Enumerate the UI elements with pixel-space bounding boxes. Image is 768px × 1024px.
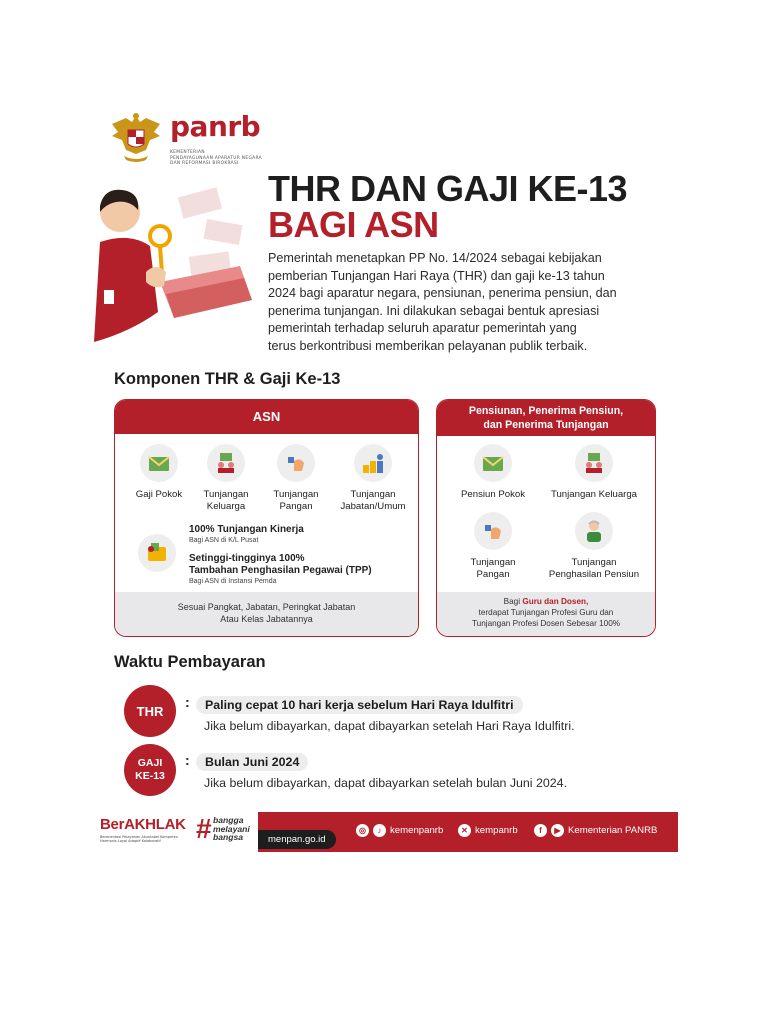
thr-colon: :	[185, 694, 190, 710]
thr-badge: THR	[124, 685, 176, 737]
asn-kinerja-icon-wrap	[137, 534, 177, 579]
intro-paragraph: Pemerintah menetapkan PP No. 14/2024 sebagai kebijakan pemberian Tunjangan Hari Raya (THR) dan gaji ke-13 tahun 2024 bagi aparatur negara, pensiunan, penerima pensiun, dan penerima tunjangan. Ini dilakukan sebagai bentuk apresiasi pemerintah terhadap seluruh aparatur pemerintah yang terus berkontribusi memberikan pelayanan publik terbaik.	[268, 251, 617, 353]
gaji13-note: Jika belum dibayarkan, dapat dibayarkan setelah bulan Juni 2024.	[204, 776, 568, 790]
hand-food-icon	[284, 451, 308, 475]
asn-item-gaji-pokok: Gaji Pokok	[129, 444, 189, 501]
pensiun-card	[436, 399, 656, 637]
components-heading: Komponen THR & Gaji Ke-13	[114, 370, 341, 388]
youtube-icon: ▶	[551, 824, 564, 837]
hand-food-icon	[481, 519, 505, 543]
ministry-name: KEMENTERIAN PENDAYAGUNAAN APARATUR NEGARA DAN REFORMASI BIROKRASI	[170, 150, 262, 166]
panrb-logo	[110, 108, 310, 168]
pensiun-card-title: Pensiunan, Penerima Pensiun, dan Penerima Tunjangan	[437, 400, 655, 436]
social-instagram-tiktok[interactable]: ◎ ♪ kemenpanrb	[356, 824, 443, 837]
thr-note: Jika belum dibayarkan, dapat dibayarkan setelah Hari Raya Idulfitri.	[204, 719, 575, 733]
family-icon	[582, 451, 606, 475]
gaji13-when: Bulan Juni 2024	[196, 753, 308, 771]
title-line-1: THR DAN GAJI KE-13	[268, 168, 628, 209]
berakhlak-logo: BerAKHLAK	[100, 816, 186, 833]
officer-money-illustration	[90, 182, 260, 352]
instagram-icon: ◎	[356, 824, 369, 837]
asn-item-tunjangan-pangan: Tunjangan Pangan	[263, 444, 329, 512]
wallet-money-icon	[145, 541, 169, 565]
tiktok-icon: ♪	[373, 824, 386, 837]
elder-person-icon	[582, 519, 606, 543]
facebook-icon: f	[534, 824, 547, 837]
social-x[interactable]: ✕ kempanrb	[458, 824, 518, 837]
garuda-emblem-icon	[110, 110, 162, 164]
gaji13-badge: GAJI KE-13	[124, 744, 176, 796]
payment-heading: Waktu Pembayaran	[114, 653, 266, 671]
berakhlak-subtitle: Berorientasi Pelayanan Akuntabel Kompeten Harmonis Loyal Adaptif Kolaboratif	[100, 835, 178, 843]
pensiun-item-keluarga: Tunjangan Keluarga	[541, 444, 647, 501]
gaji13-colon: :	[185, 752, 190, 768]
coins-person-icon	[361, 451, 385, 475]
asn-item-tunjangan-keluarga: Tunjangan Keluarga	[193, 444, 259, 512]
envelope-money-icon	[481, 451, 505, 475]
asn-card	[114, 399, 419, 637]
bangga-melayani-bangsa: bangga melayani bangsa	[213, 815, 250, 843]
pensiun-item-pangan: Tunjangan Pangan	[451, 512, 535, 580]
family-icon	[214, 451, 238, 475]
asn-card-footer: Sesuai Pangkat, Jabatan, Peringkat Jabatan Atau Kelas Jabatannya	[115, 592, 418, 636]
footer-bar	[90, 812, 678, 852]
thr-when: Paling cepat 10 hari kerja sebelum Hari Raya Idulfitri	[196, 696, 523, 714]
asn-tpp: Setinggi-tingginya 100% Tambahan Penghasilan Pegawai (TPP) Bagi ASN di Instansi Pemda	[189, 553, 372, 585]
pensiun-item-penghasilan: Tunjangan Penghasilan Pensiun	[535, 512, 653, 580]
social-facebook-youtube[interactable]: f ▶ Kementerian PANRB	[534, 824, 657, 837]
brand-wordmark: panrb	[170, 110, 261, 143]
pensiun-item-pokok: Pensiun Pokok	[451, 444, 535, 501]
pensiun-card-footer: Bagi Guru dan Dosen, terdapat Tunjangan Profesi Guru dan Tunjangan Profesi Dosen Sebesar 100%	[437, 592, 655, 636]
asn-tunjangan-kinerja: 100% Tunjangan Kinerja Bagi ASN di K/L Pusat	[189, 524, 304, 544]
x-icon: ✕	[458, 824, 471, 837]
infographic-poster	[90, 100, 678, 852]
asn-card-title: ASN	[115, 400, 418, 434]
envelope-money-icon	[147, 451, 171, 475]
website-link[interactable]: menpan.go.id	[258, 830, 336, 849]
title-line-2: BAGI ASN	[268, 204, 439, 245]
asn-item-tunjangan-jabatan: Tunjangan Jabatan/Umum	[331, 444, 415, 512]
hashtag-mark: #	[196, 813, 212, 844]
